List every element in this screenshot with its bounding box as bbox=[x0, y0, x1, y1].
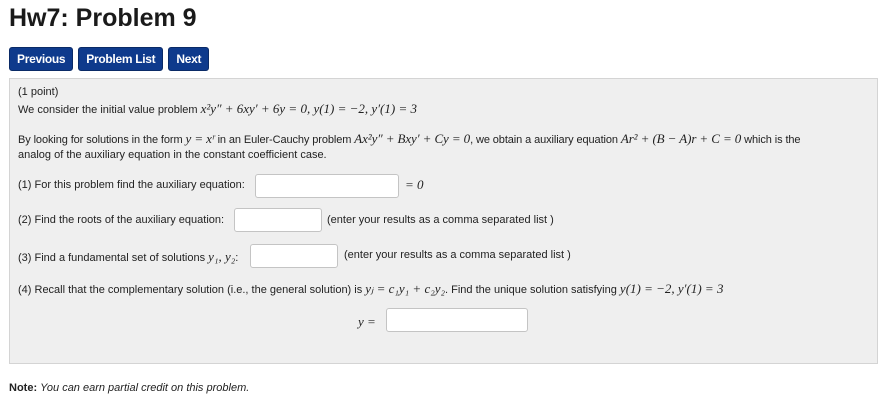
problem-list-button[interactable]: Problem List bbox=[78, 47, 163, 71]
q2-hint: (enter your results as a comma separated list ) bbox=[327, 214, 554, 226]
note-text: You can earn partial credit on this problem. bbox=[40, 382, 250, 394]
q1-suffix: = 0 bbox=[405, 177, 424, 192]
method-equation-3: Ar² + (B − A)r + C = 0 bbox=[620, 131, 742, 146]
method-equation-1: y = xʳ bbox=[185, 131, 215, 146]
q1-label: (1) For this problem find the auxiliary equation: bbox=[18, 179, 245, 191]
method-text-a: By looking for solutions in the form bbox=[18, 134, 186, 146]
method-text-b: in an Euler-Cauchy problem bbox=[214, 134, 355, 146]
q2-label: (2) Find the roots of the auxiliary equation: bbox=[18, 214, 225, 226]
method-text-d: which is the bbox=[741, 134, 801, 146]
previous-button[interactable]: Previous bbox=[9, 47, 73, 71]
q4-answer-label: y = bbox=[358, 314, 376, 329]
method-line bbox=[18, 131, 800, 147]
q1-auxiliary-equation-input[interactable] bbox=[255, 174, 399, 198]
nav-bar bbox=[9, 47, 209, 71]
note-label: Note: bbox=[9, 382, 38, 394]
q3-colon: : bbox=[235, 252, 239, 264]
next-button[interactable]: Next bbox=[168, 47, 209, 71]
problem-panel bbox=[9, 78, 878, 364]
q3-equation: y₁, y₂ bbox=[208, 249, 236, 264]
q4-equation-1: yⱼ = c₁y₁ + c₂y₂ bbox=[365, 281, 446, 296]
intro-line bbox=[18, 101, 417, 117]
q4-unique-solution-input[interactable] bbox=[386, 308, 528, 332]
intro-text: We consider the initial value problem bbox=[18, 104, 201, 116]
method-line-2: analog of the auxiliary equation in the constant coefficient case. bbox=[18, 149, 327, 161]
method-equation-2: Ax²y″ + Bxy′ + Cy = 0 bbox=[354, 131, 471, 146]
q3-hint: (enter your results as a comma separated list ) bbox=[344, 249, 571, 261]
points-label: (1 point) bbox=[18, 86, 59, 98]
q2-roots-input[interactable] bbox=[234, 208, 322, 232]
q4-text-b: . Find the unique solution satisfying bbox=[445, 284, 620, 296]
q3-label: (3) Find a fundamental set of solutions bbox=[18, 252, 209, 264]
q3-fundamental-set-input[interactable] bbox=[250, 244, 338, 268]
page-title: Hw7: Problem 9 bbox=[9, 4, 197, 32]
q3-line bbox=[18, 249, 238, 265]
q4-text-a: (4) Recall that the complementary solution (i.e., the general solution) is bbox=[18, 284, 366, 296]
intro-equation: x²y″ + 6xy′ + 6y = 0, y(1) = −2, y′(1) = 3 bbox=[200, 101, 417, 116]
method-text-c: , we obtain a auxiliary equation bbox=[470, 134, 621, 146]
q4-line bbox=[18, 281, 723, 297]
q4-equation-2: y(1) = −2, y′(1) = 3 bbox=[619, 281, 724, 296]
partial-credit-note bbox=[9, 382, 249, 394]
